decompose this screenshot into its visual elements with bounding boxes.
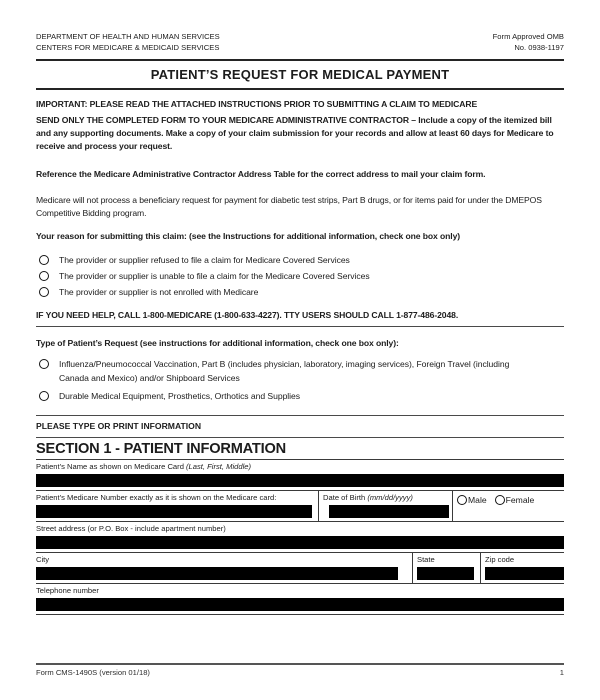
important-notice: IMPORTANT: PLEASE READ THE ATTACHED INSTRUCTIONS PRIOR TO SUBMITTING A CLAIM TO MEDICARE [36, 99, 478, 109]
telephone-input[interactable] [36, 598, 564, 611]
state-cell [412, 553, 480, 583]
form-footer [36, 663, 564, 677]
patient-name-row [36, 460, 564, 491]
type-option-dme-label: Durable Medical Equipment, Prosthetics, Orthotics and Supplies [59, 391, 300, 401]
type-option-vaccination-label: Influenza/Pneumococcal Vaccination, Part B (includes physician, laboratory, imaging services), Foreign Travel (including Canada and Mexico) and/or Shipboard Services [59, 359, 510, 383]
city-state-zip-row [36, 553, 564, 584]
gender-option-male[interactable] [457, 495, 487, 505]
zip-label: Zip code [485, 555, 515, 564]
send-only-notice: SEND ONLY THE COMPLETED FORM TO YOUR MEDICARE ADMINISTRATIVE CONTRACTOR – Include a copy of the itemized bill and any supporting documents. Make a copy of your claim submission for your records and allow at least 60 days for Medicare to receive and process your request. [36, 115, 554, 151]
medicare-dob-gender-row [36, 491, 564, 522]
city-input[interactable] [36, 567, 398, 580]
radio-reason-refused-icon[interactable] [39, 255, 49, 265]
medicare-number-input[interactable] [36, 505, 312, 518]
reason-heading: Your reason for submitting this claim: (see the Instructions for additional information, check one box only) [36, 231, 461, 241]
centers-line: CENTERS FOR MEDICARE & MEDICAID SERVICES [36, 43, 220, 52]
male-label: Male [468, 495, 487, 505]
request-type-heading: Type of Patient’s Request (see instructions for additional information, check one box only): [36, 338, 399, 348]
agency-name-block [36, 31, 220, 53]
gender-options [457, 491, 564, 505]
reason-option-unable[interactable] [36, 269, 564, 283]
female-label: Female [505, 495, 535, 505]
reason-option-not-enrolled[interactable] [36, 285, 564, 299]
department-line: DEPARTMENT OF HEALTH AND HUMAN SERVICES [36, 32, 220, 41]
medicare-number-cell [36, 491, 318, 521]
radio-reason-unable-icon[interactable] [39, 271, 49, 281]
radio-reason-not-enrolled-icon[interactable] [39, 287, 49, 297]
reference-notice: Reference the Medicare Administrative Contractor Address Table for the correct address to mail your claim form. [36, 169, 486, 179]
section1-heading: SECTION 1 - PATIENT INFORMATION [36, 438, 564, 460]
zip-input[interactable] [485, 567, 564, 580]
form-title: PATIENT’S REQUEST FOR MEDICAL PAYMENT [150, 67, 450, 82]
form-header [36, 31, 564, 53]
omb-approval-block [493, 31, 564, 53]
city-label: City [36, 555, 50, 564]
date-of-birth-label-text: Date of Birth [323, 493, 368, 502]
help-line: IF YOU NEED HELP, CALL 1-800-MEDICARE (1-800-633-4227). TTY USERS SHOULD CALL 1-877-486-2048. [36, 310, 459, 320]
state-label: State [417, 555, 435, 564]
state-input[interactable] [417, 567, 474, 580]
date-of-birth-cell [318, 491, 452, 521]
date-of-birth-label [323, 491, 452, 504]
radio-type-vaccination-icon[interactable] [39, 359, 49, 369]
telephone-label: Telephone number [36, 586, 99, 595]
radio-type-dme-icon[interactable] [39, 391, 49, 401]
reason-option-refused[interactable] [36, 253, 564, 267]
omb-approved-line: Form Approved OMB [492, 32, 564, 41]
patient-name-label [36, 460, 564, 473]
no-process-notice: Medicare will not process a beneficiary request for payment for diabetic test strips, Part B drugs, or for items paid for under the DMEPOS Competitive Bidding program. [36, 195, 542, 218]
gender-cell [452, 491, 564, 521]
street-address-row [36, 522, 564, 553]
street-address-label: Street address (or P.O. Box - include apartment number) [36, 524, 226, 533]
page-number: 1 [559, 668, 564, 677]
help-divider-rule [36, 326, 564, 327]
title-bottom-rule [36, 88, 564, 90]
reason-option-refused-label: The provider or supplier refused to file a claim for Medicare Covered Services [59, 255, 350, 265]
form-id: Form CMS-1490S (version 01/18) [36, 668, 150, 677]
reason-option-unable-label: The provider or supplier is unable to file a claim for the Medicare Covered Services [59, 271, 370, 281]
patient-name-label-hint: (Last, First, Middle) [186, 462, 252, 471]
street-address-input[interactable] [36, 536, 564, 549]
telephone-row [36, 584, 564, 615]
radio-male-icon[interactable] [457, 495, 467, 505]
patient-name-input[interactable] [36, 474, 564, 487]
date-of-birth-input[interactable] [329, 505, 449, 518]
medicare-number-label: Patient's Medicare Number exactly as it is shown on the Medicare card: [36, 493, 277, 502]
gender-option-female[interactable] [495, 495, 535, 505]
date-of-birth-label-hint: (mm/dd/yyyy) [367, 493, 413, 502]
reason-option-not-enrolled-label: The provider or supplier is not enrolled with Medicare [59, 287, 259, 297]
city-cell [36, 553, 412, 583]
print-information-banner: PLEASE TYPE OR PRINT INFORMATION [36, 415, 564, 438]
radio-female-icon[interactable] [495, 495, 505, 505]
zip-cell [480, 553, 564, 583]
patient-name-label-text: Patient's Name as shown on Medicare Card [36, 462, 187, 471]
omb-number-line: No. 0938-1197 [514, 43, 564, 52]
type-option-dme[interactable] [36, 389, 564, 403]
type-option-vaccination[interactable] [36, 357, 564, 385]
